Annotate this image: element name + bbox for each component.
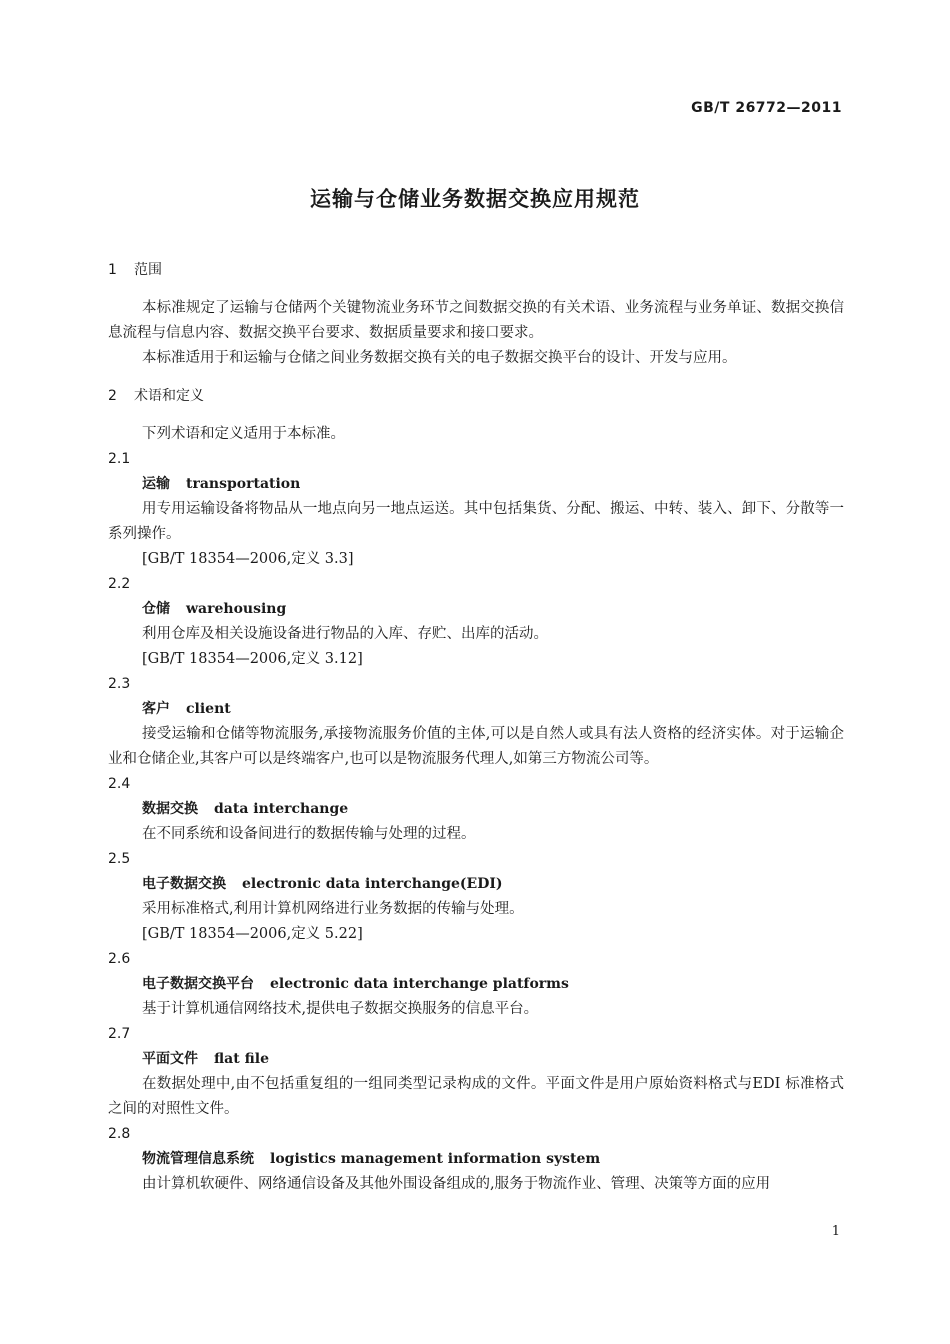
term-number: 2.3: [108, 676, 131, 692]
term-heading: [108, 697, 844, 722]
term-definition: 利用仓库及相关设施设备进行物品的入库、存贮、出库的活动。: [142, 626, 548, 642]
term-heading: [108, 972, 844, 997]
term-number: 2.7: [108, 1026, 131, 1042]
term-number: 2.4: [108, 776, 131, 792]
section-title: 范围: [134, 262, 162, 278]
term-english: flat file: [214, 1051, 269, 1067]
section-number: 2: [108, 388, 117, 404]
term-heading: [108, 472, 844, 497]
term-number: 2.1: [108, 451, 131, 467]
page-number: 1: [831, 1224, 840, 1239]
term-chinese: 仓储: [142, 601, 170, 617]
section-title: 术语和定义: [134, 388, 204, 404]
section-heading-terms: [108, 384, 844, 409]
term-number: 2.2: [108, 576, 131, 592]
term-english: client: [186, 701, 231, 717]
term-source: [GB/T 18354—2006,定义 5.22]: [142, 926, 363, 942]
term-definition: 由计算机软硬件、网络通信设备及其他外围设备组成的,服务于物流作业、管理、决策等方面的应用: [142, 1176, 771, 1192]
standard-number: GB/T 26772—2011: [691, 100, 842, 116]
term-definition: 基于计算机通信网络技术,提供电子数据交换服务的信息平台。: [142, 1001, 539, 1017]
term-chinese: 客户: [142, 701, 170, 717]
term-chinese: 数据交换: [142, 801, 198, 817]
term-english: warehousing: [186, 601, 287, 617]
term-heading: [108, 1147, 844, 1172]
section-heading-scope: [108, 258, 844, 283]
term-heading: [108, 797, 844, 822]
term-number: 2.5: [108, 851, 131, 867]
document-body: [108, 258, 844, 1197]
term-number: 2.8: [108, 1126, 131, 1142]
scope-paragraph-2: 本标准适用于和运输与仓储之间业务数据交换有关的电子数据交换平台的设计、开发与应用。: [142, 350, 737, 366]
term-number: 2.6: [108, 951, 131, 967]
term-source: [GB/T 18354—2006,定义 3.3]: [142, 551, 354, 567]
term-english: electronic data interchange platforms: [270, 976, 569, 992]
term-english: transportation: [186, 476, 301, 492]
term-source: [GB/T 18354—2006,定义 3.12]: [142, 651, 363, 667]
term-chinese: 电子数据交换: [142, 876, 226, 892]
term-heading: [108, 597, 844, 622]
term-definition: 采用标准格式,利用计算机网络进行业务数据的传输与处理。: [142, 901, 524, 917]
term-english: data interchange: [214, 801, 349, 817]
term-english: logistics management information system: [270, 1151, 601, 1167]
term-heading: [108, 872, 844, 897]
term-english: electronic data interchange(EDI): [242, 876, 503, 892]
term-definition: 在数据处理中,由不包括重复组的一组同类型记录构成的文件。平面文件是用户原始资料格式与EDI 标准格式之间的对照性文件。: [108, 1076, 844, 1117]
document-title: 运输与仓储业务数据交换应用规范: [310, 187, 640, 211]
term-definition: 用专用运输设备将物品从一地点向另一地点运送。其中包括集货、分配、搬运、中转、装入、卸下、分散等一系列操作。: [108, 501, 844, 542]
scope-paragraph-1: 本标准规定了运输与仓储两个关键物流业务环节之间数据交换的有关术语、业务流程与业务单证、数据交换信息流程与信息内容、数据交换平台要求、数据质量要求和接口要求。: [108, 300, 844, 341]
terms-intro: 下列术语和定义适用于本标准。: [142, 426, 345, 442]
term-chinese: 平面文件: [142, 1051, 198, 1067]
term-chinese: 物流管理信息系统: [142, 1151, 254, 1167]
term-definition: 接受运输和仓储等物流服务,承接物流服务价值的主体,可以是自然人或具有法人资格的经济实体。对于运输企业和仓储企业,其客户可以是终端客户,也可以是物流服务代理人,如第三方物流公司等。: [108, 726, 844, 767]
term-definition: 在不同系统和设备间进行的数据传输与处理的过程。: [142, 826, 476, 842]
term-chinese: 电子数据交换平台: [142, 976, 254, 992]
term-chinese: 运输: [142, 476, 170, 492]
term-heading: [108, 1047, 844, 1072]
section-number: 1: [108, 262, 117, 278]
